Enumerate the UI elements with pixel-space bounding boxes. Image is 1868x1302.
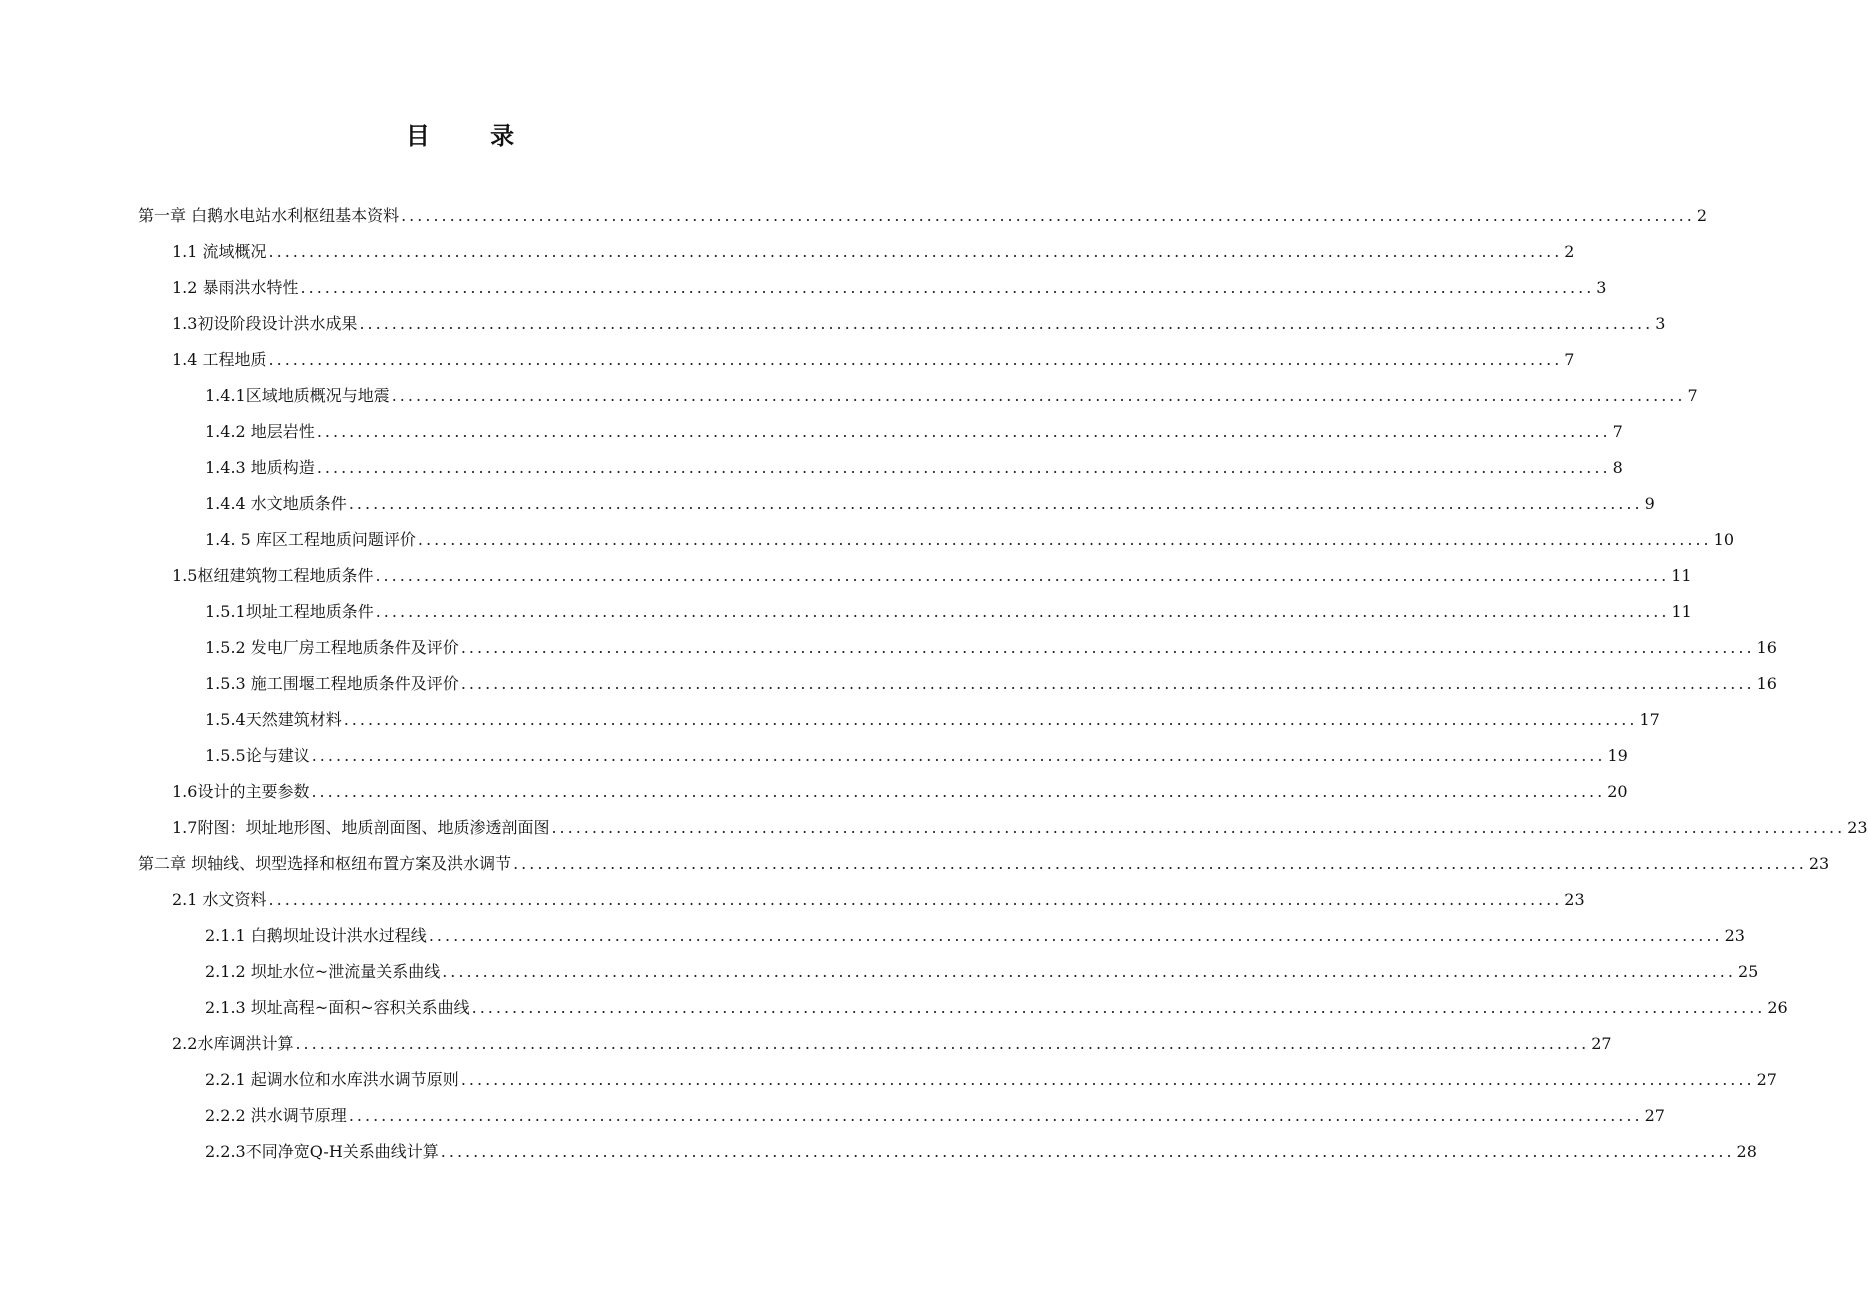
- toc-dot-leader: ................................................................................................................................................................: [348, 494, 1643, 513]
- toc-entry[interactable]: [138, 198, 1708, 234]
- toc-entry[interactable]: [138, 666, 1777, 702]
- toc-entry-text: 1.5.4天然建筑材料: [205, 710, 342, 729]
- toc-dot-leader: ................................................................................................................................................................: [311, 746, 1606, 765]
- toc-dot-leader: ................................................................................................................................................................: [375, 566, 1670, 585]
- toc-entry-page: 23: [1847, 818, 1868, 837]
- toc-entry-text: 2.2水库调洪计算: [172, 1034, 294, 1053]
- toc-entry-page: 27: [1644, 1106, 1665, 1125]
- toc-entry[interactable]: [138, 810, 1868, 846]
- toc-entry-text: 2.2.2 洪水调节原理: [205, 1106, 347, 1125]
- toc-entry-page: 16: [1756, 674, 1777, 693]
- toc-entry-page: 27: [1756, 1070, 1777, 1089]
- toc-entry[interactable]: [138, 594, 1692, 630]
- toc-entry-page: 10: [1713, 530, 1734, 549]
- toc-entry-text: 2.1.1 白鹅坝址设计洪水过程线: [205, 926, 427, 945]
- toc-entry-text: 1.4.2 地层岩性: [205, 422, 315, 441]
- toc-entry[interactable]: [138, 846, 1830, 882]
- toc-entry-text: 2.1.2 坝址水位~泄流量关系曲线: [205, 962, 441, 981]
- toc-entry-text: 1.4.1区域地质概况与地震: [205, 386, 390, 405]
- toc-entry[interactable]: [138, 1134, 1757, 1170]
- toc-entry[interactable]: [138, 414, 1623, 450]
- toc-dot-leader: ................................................................................................................................................................: [440, 1142, 1735, 1161]
- toc-entry-text: 2.2.1 起调水位和水库洪水调节原则: [205, 1070, 459, 1089]
- toc-dot-leader: ................................................................................................................................................................: [316, 422, 1611, 441]
- toc-entry-page: 28: [1736, 1142, 1757, 1161]
- toc-entry[interactable]: [138, 450, 1623, 486]
- toc-entry-page: 3: [1655, 314, 1666, 333]
- toc-entry-page: 26: [1767, 998, 1788, 1017]
- toc-entry-page: 19: [1607, 746, 1628, 765]
- toc-entry[interactable]: [138, 306, 1666, 342]
- toc-dot-leader: ................................................................................................................................................................: [268, 242, 1563, 261]
- toc-dot-leader: ................................................................................................................................................................: [471, 998, 1766, 1017]
- toc-entry[interactable]: [138, 882, 1585, 918]
- toc-entry[interactable]: [138, 234, 1575, 270]
- toc-entry[interactable]: [138, 738, 1628, 774]
- toc-dot-leader: ................................................................................................................................................................: [375, 602, 1670, 621]
- toc-dot-leader: ................................................................................................................................................................: [460, 674, 1755, 693]
- toc-entry-text: 1.1 流域概况: [172, 242, 267, 261]
- toc-entry-page: 23: [1724, 926, 1745, 945]
- toc-entry-page: 8: [1612, 458, 1623, 477]
- toc-dot-leader: ................................................................................................................................................................: [359, 314, 1654, 333]
- toc-dot-leader: ................................................................................................................................................................: [316, 458, 1611, 477]
- toc-dot-leader: ................................................................................................................................................................: [348, 1106, 1643, 1125]
- toc-entry[interactable]: [138, 1026, 1612, 1062]
- toc-entry-page: 16: [1756, 638, 1777, 657]
- toc-entry-page: 7: [1564, 350, 1575, 369]
- toc-dot-leader: ................................................................................................................................................................: [311, 782, 1606, 801]
- toc-entry-page: 11: [1671, 602, 1692, 621]
- toc-entry-text: 1.4. 5 库区工程地质问题评价: [205, 530, 416, 549]
- toc-dot-leader: ................................................................................................................................................................: [551, 818, 1846, 837]
- toc-entry-page: 11: [1671, 566, 1692, 585]
- toc-entry-page: 2: [1564, 242, 1575, 261]
- toc-entry-page: 20: [1607, 782, 1628, 801]
- toc-dot-leader: ................................................................................................................................................................: [460, 638, 1755, 657]
- toc-entry[interactable]: [138, 486, 1655, 522]
- toc-entry-page: 3: [1596, 278, 1607, 297]
- toc-entry[interactable]: [138, 1062, 1777, 1098]
- toc-entry[interactable]: [138, 990, 1788, 1026]
- toc-entry-text: 1.3初设阶段设计洪水成果: [172, 314, 358, 333]
- toc-entry-text: 1.4.4 水文地质条件: [205, 494, 347, 513]
- toc-entry-text: 1.6设计的主要参数: [172, 782, 310, 801]
- toc-entry-page: 23: [1564, 890, 1585, 909]
- toc-entry[interactable]: [138, 918, 1745, 954]
- toc-dot-leader: ................................................................................................................................................................: [295, 1034, 1590, 1053]
- toc-entry[interactable]: [138, 630, 1777, 666]
- toc-entry[interactable]: [138, 954, 1759, 990]
- toc-entry-text: 1.5.5论与建议: [205, 746, 310, 765]
- toc-entry-page: 25: [1737, 962, 1759, 981]
- toc-entry-text: 1.5枢纽建筑物工程地质条件: [172, 566, 374, 585]
- toc-entry-page: 9: [1644, 494, 1655, 513]
- toc-entry[interactable]: [138, 378, 1698, 414]
- toc-entry-text: 2.1.3 坝址高程~面积~容积关系曲线: [205, 998, 470, 1017]
- toc-title: 目 录: [405, 121, 541, 150]
- toc-entry-text: 1.4 工程地质: [172, 350, 267, 369]
- toc-entry[interactable]: [138, 270, 1607, 306]
- toc-entry[interactable]: [138, 702, 1660, 738]
- toc-entry[interactable]: [138, 1098, 1665, 1134]
- toc-dot-leader: ................................................................................................................................................................: [417, 530, 1712, 549]
- toc-entry-text: 1.5.3 施工围堰工程地质条件及评价: [205, 674, 459, 693]
- toc-dot-leader: ................................................................................................................................................................: [401, 206, 1695, 225]
- toc-entry-text: 第二章 坝轴线、坝型选择和枢纽布置方案及洪水调节: [138, 854, 512, 873]
- toc-entry-text: 第一章 白鹅水电站水利枢纽基本资料: [138, 206, 400, 225]
- toc-entry-text: 1.4.3 地质构造: [205, 458, 315, 477]
- toc-entry-text: 2.1 水文资料: [172, 890, 267, 909]
- toc-entry-page: 27: [1591, 1034, 1612, 1053]
- toc-entry-text: 2.2.3不同净宽Q-H关系曲线计算: [205, 1142, 439, 1161]
- toc-dot-leader: ................................................................................................................................................................: [391, 386, 1686, 405]
- toc-dot-leader: ................................................................................................................................................................: [300, 278, 1595, 297]
- toc-entry-text: 1.5.1坝址工程地质条件: [205, 602, 374, 621]
- toc-entry[interactable]: [138, 558, 1692, 594]
- toc-dot-leader: ................................................................................................................................................................: [442, 962, 1736, 981]
- toc-dot-leader: ................................................................................................................................................................: [513, 854, 1807, 873]
- toc-entry[interactable]: [138, 774, 1628, 810]
- toc-entry-text: 1.5.2 发电厂房工程地质条件及评价: [205, 638, 459, 657]
- toc-dot-leader: ................................................................................................................................................................: [428, 926, 1723, 945]
- toc-dot-leader: ................................................................................................................................................................: [343, 710, 1638, 729]
- toc-entry-text: 1.7附图：坝址地形图、地质剖面图、地质渗透剖面图: [172, 818, 550, 837]
- toc-dot-leader: ................................................................................................................................................................: [460, 1070, 1755, 1089]
- toc-dot-leader: ................................................................................................................................................................: [268, 890, 1563, 909]
- toc-entry-page: 17: [1639, 710, 1660, 729]
- toc-entry-text: 1.2 暴雨洪水特性: [172, 278, 299, 297]
- toc-entry-page: 23: [1808, 854, 1830, 873]
- toc-list: [138, 198, 1868, 1170]
- toc-entry-page: 2: [1696, 206, 1708, 225]
- toc-entry[interactable]: [138, 522, 1734, 558]
- toc-entry[interactable]: [138, 342, 1575, 378]
- toc-entry-page: 7: [1687, 386, 1698, 405]
- toc-entry-page: 7: [1612, 422, 1623, 441]
- toc-dot-leader: ................................................................................................................................................................: [268, 350, 1563, 369]
